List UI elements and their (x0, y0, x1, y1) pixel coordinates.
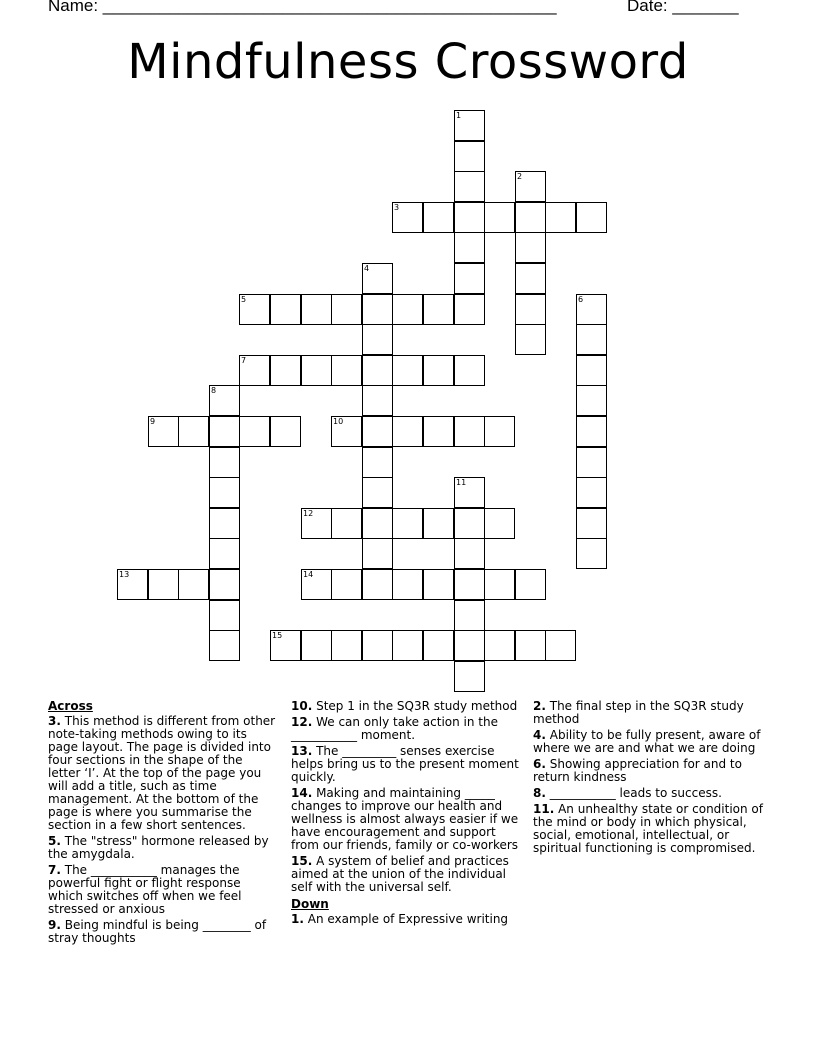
crossword-cell[interactable] (423, 202, 454, 233)
crossword-cell[interactable] (423, 630, 454, 661)
name-field-label: Name: ________________________________________________ (48, 0, 557, 15)
clue-number-label: 6. (533, 757, 546, 771)
clue-number-label: 15. (291, 854, 313, 868)
crossword-cell[interactable] (576, 477, 607, 508)
crossword-cell[interactable] (331, 630, 362, 661)
crossword-cell[interactable] (148, 569, 179, 600)
clue-text: The _________ senses exercise helps bring us to the present moment quickly. (291, 744, 519, 784)
clue-number: 11 (456, 478, 467, 487)
clue-number-label: 9. (48, 918, 61, 932)
clue-item (533, 758, 767, 784)
crossword-cell[interactable] (301, 630, 332, 661)
clue-number: 9 (150, 417, 156, 426)
crossword-cell[interactable] (301, 569, 332, 600)
crossword-cell[interactable] (515, 263, 546, 294)
clue-text: ___________ leads to success. (545, 786, 722, 800)
down-heading: Down (291, 897, 329, 911)
crossword-cell[interactable] (270, 630, 301, 661)
clue-number-label: 1. (291, 912, 304, 926)
crossword-cell[interactable] (454, 569, 485, 600)
clues-column-2 (291, 700, 527, 929)
clue-text: Ability to be fully present, aware of where we are and what we are doing (533, 728, 761, 755)
crossword-cell[interactable] (576, 202, 607, 233)
crossword-cell[interactable] (392, 569, 423, 600)
crossword-cell[interactable] (484, 416, 515, 447)
clue-number: 12 (303, 509, 314, 518)
crossword-cell[interactable] (454, 141, 485, 172)
crossword-cell[interactable] (209, 630, 240, 661)
crossword-cell[interactable] (362, 324, 393, 355)
crossword-cell[interactable] (362, 263, 393, 294)
clue-item (533, 729, 767, 755)
clue-item (291, 913, 527, 926)
crossword-cell[interactable] (239, 416, 270, 447)
clue-item (291, 745, 527, 784)
crossword-cell[interactable] (362, 355, 393, 386)
crossword-cell[interactable] (362, 569, 393, 600)
crossword-cell[interactable] (209, 538, 240, 569)
clue-text: The final step in the SQ3R study method (533, 699, 744, 726)
clue-item (48, 835, 276, 861)
crossword-cell[interactable] (362, 385, 393, 416)
crossword-cell[interactable] (362, 538, 393, 569)
clue-item (291, 700, 527, 713)
down-clues-list-2 (533, 700, 767, 855)
crossword-cell[interactable] (270, 355, 301, 386)
crossword-cell[interactable] (209, 447, 240, 478)
crossword-cell[interactable] (484, 202, 515, 233)
crossword-cell[interactable] (392, 416, 423, 447)
clue-number: 7 (241, 356, 247, 365)
clue-text: We can only take action in the ___________ moment. (291, 715, 498, 742)
crossword-cell[interactable] (392, 630, 423, 661)
date-field-label: Date: _______ (627, 0, 739, 15)
crossword-cell[interactable] (454, 416, 485, 447)
crossword-cell[interactable] (209, 416, 240, 447)
crossword-cell[interactable] (484, 508, 515, 539)
crossword-cell[interactable] (576, 294, 607, 325)
crossword-cell[interactable] (454, 263, 485, 294)
crossword-cell[interactable] (515, 171, 546, 202)
clue-text: The "stress" hormone released by the amygdala. (48, 834, 269, 861)
crossword-cell[interactable] (545, 630, 576, 661)
clue-item (48, 864, 276, 916)
crossword-cell[interactable] (576, 538, 607, 569)
clues-column-3 (533, 700, 767, 858)
clue-number-label: 4. (533, 728, 546, 742)
crossword-cell[interactable] (423, 508, 454, 539)
clue-number: 13 (119, 570, 130, 579)
page-title: Mindfulness Crossword (127, 34, 689, 90)
crossword-cell[interactable] (117, 569, 148, 600)
clue-number-label: 3. (48, 714, 61, 728)
crossword-cell[interactable] (515, 324, 546, 355)
clue-number: 10 (333, 417, 344, 426)
crossword-cell[interactable] (148, 416, 179, 447)
crossword-cell[interactable] (270, 416, 301, 447)
crossword-cell[interactable] (209, 569, 240, 600)
clue-text: Showing appreciation for and to return kindness (533, 757, 742, 784)
crossword-cell[interactable] (423, 355, 454, 386)
clue-number-label: 13. (291, 744, 313, 758)
crossword-cell[interactable] (576, 324, 607, 355)
clue-text: An example of Expressive writing (303, 912, 509, 926)
crossword-cell[interactable] (331, 416, 362, 447)
clue-number-label: 2. (533, 699, 546, 713)
clue-number: 5 (241, 295, 247, 304)
clue-item (48, 919, 276, 945)
crossword-cell[interactable] (392, 294, 423, 325)
crossword-cell[interactable] (454, 630, 485, 661)
crossword-cell[interactable] (515, 630, 546, 661)
crossword-cell[interactable] (392, 508, 423, 539)
crossword-cell[interactable] (209, 600, 240, 631)
crossword-cell[interactable] (515, 569, 546, 600)
crossword-cell[interactable] (392, 202, 423, 233)
clue-number: 1 (456, 111, 462, 120)
crossword-cell[interactable] (423, 416, 454, 447)
crossword-cell[interactable] (576, 508, 607, 539)
crossword-cell[interactable] (362, 294, 393, 325)
clue-text: An unhealthy state or condition of the mind or body in which physical, social, emotional, intellectual, or spiritual functioning is compromised. (533, 802, 763, 855)
crossword-cell[interactable] (576, 416, 607, 447)
clue-number: 4 (364, 264, 370, 273)
clue-item (533, 803, 767, 855)
crossword-cell[interactable] (178, 569, 209, 600)
crossword-cell[interactable] (484, 569, 515, 600)
clue-number: 2 (517, 172, 523, 181)
crossword-cell[interactable] (454, 661, 485, 692)
crossword-cell[interactable] (545, 202, 576, 233)
crossword-cell[interactable] (454, 600, 485, 631)
clue-number: 15 (272, 631, 283, 640)
clue-number-label: 7. (48, 863, 61, 877)
clue-text: The ___________ manages the powerful fight or flight response which switches off when we feel stressed or anxious (48, 863, 242, 916)
across-clues-list-2 (291, 700, 527, 894)
crossword-cell[interactable] (239, 355, 270, 386)
crossword-cell[interactable] (576, 385, 607, 416)
crossword-cell[interactable] (362, 416, 393, 447)
crossword-cell[interactable] (454, 202, 485, 233)
crossword-cell[interactable] (362, 630, 393, 661)
crossword-cell[interactable] (576, 355, 607, 386)
clue-item (291, 787, 527, 852)
crossword-cell[interactable] (484, 630, 515, 661)
clue-text: A system of belief and practices aimed at the union of the individual self with the universal self. (291, 854, 509, 894)
crossword-cell[interactable] (454, 355, 485, 386)
clue-number: 14 (303, 570, 314, 579)
clue-text: Making and maintaining _____ changes to improve our health and wellness is almost always easier if we have encouragement and support from our friends, family or co-workers (291, 786, 519, 852)
crossword-cell[interactable] (239, 294, 270, 325)
clue-item (533, 700, 767, 726)
crossword-cell[interactable] (331, 508, 362, 539)
crossword-cell[interactable] (576, 447, 607, 478)
clue-number: 3 (394, 203, 400, 212)
crossword-cell[interactable] (362, 447, 393, 478)
crossword-cell[interactable] (454, 171, 485, 202)
clue-text: Being mindful is being ________ of stray thoughts (48, 918, 267, 945)
across-clues-list-1 (48, 715, 276, 945)
crossword-cell[interactable] (454, 294, 485, 325)
crossword-cell[interactable] (301, 355, 332, 386)
crossword-cell[interactable] (209, 508, 240, 539)
clue-item (291, 855, 527, 894)
crossword-cell[interactable] (209, 385, 240, 416)
across-heading: Across (48, 699, 93, 713)
crossword-cell[interactable] (423, 294, 454, 325)
crossword-cell[interactable] (423, 569, 454, 600)
crossword-cell[interactable] (515, 232, 546, 263)
crossword-cell[interactable] (454, 232, 485, 263)
clue-item (291, 716, 527, 742)
clue-number-label: 12. (291, 715, 313, 729)
crossword-cell[interactable] (515, 202, 546, 233)
crossword-cell[interactable] (331, 294, 362, 325)
crossword-cell[interactable] (331, 569, 362, 600)
clue-number-label: 8. (533, 786, 546, 800)
crossword-cell[interactable] (270, 294, 301, 325)
clue-number: 8 (211, 386, 217, 395)
down-clues-list-1 (291, 913, 527, 926)
clue-text: Step 1 in the SQ3R study method (312, 699, 518, 713)
crossword-cell[interactable] (362, 477, 393, 508)
clue-number-label: 14. (291, 786, 313, 800)
crossword-cell[interactable] (392, 355, 423, 386)
crossword-cell[interactable] (454, 110, 485, 141)
clue-number-label: 5. (48, 834, 61, 848)
crossword-cell[interactable] (331, 355, 362, 386)
clue-number-label: 11. (533, 802, 555, 816)
crossword-cell[interactable] (454, 477, 485, 508)
clue-item (48, 715, 276, 832)
clue-number: 6 (578, 295, 584, 304)
crossword-cell[interactable] (454, 508, 485, 539)
crossword-cell[interactable] (301, 508, 332, 539)
clue-item (533, 787, 767, 800)
crossword-cell[interactable] (301, 294, 332, 325)
crossword-cell[interactable] (454, 538, 485, 569)
crossword-cell[interactable] (515, 294, 546, 325)
clues-column-1 (48, 700, 276, 948)
crossword-cell[interactable] (209, 477, 240, 508)
clue-text: This method is different from other note-taking methods owing to its page layout. The page is divided into four sections in the shape of the letter ‘I’. At the top of the page you will add a title, such as time management. At the bottom of the page is where you summarise the section in a few short sentences. (48, 714, 276, 832)
clue-number-label: 10. (291, 699, 313, 713)
crossword-cell[interactable] (362, 508, 393, 539)
crossword-cell[interactable] (178, 416, 209, 447)
